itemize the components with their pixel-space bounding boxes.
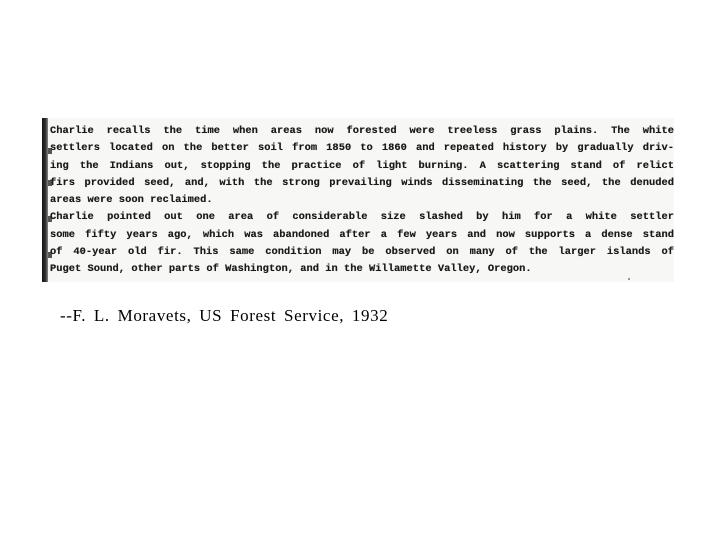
excerpt-line: Puget Sound, other parts of Washington, and in the Willamette Valley, Oregon.	[50, 263, 532, 276]
excerpt-line: firs provided seed, and, with the strong prevailing winds disseminating the seed, the denuded	[50, 176, 674, 189]
excerpt-line: settlers located on the better soil from 1850 to 1860 and repeated history by gradually driv-	[50, 142, 674, 155]
excerpt-text	[50, 123, 674, 279]
attribution-caption: --F. L. Moravets, US Forest Service, 1932	[60, 306, 389, 325]
scanned-excerpt	[42, 118, 674, 282]
excerpt-line: of 40-year old fir. This same condition may be observed on many of the larger islands of	[50, 246, 674, 259]
excerpt-line: Charlie recalls the time when areas now forested were treeless grass plains. The white	[50, 125, 674, 137]
excerpt-line: ing the Indians out, stopping the practice of light burning. A scattering stand of relict	[50, 159, 674, 172]
excerpt-line: areas were soon reclaimed.	[50, 194, 213, 207]
excerpt-line: some fifty years ago, which was abandoned after a few years and now supports a dense stand	[50, 228, 674, 241]
excerpt-line: Charlie pointed out one area of considerable size slashed by him for a white settler	[50, 211, 674, 224]
